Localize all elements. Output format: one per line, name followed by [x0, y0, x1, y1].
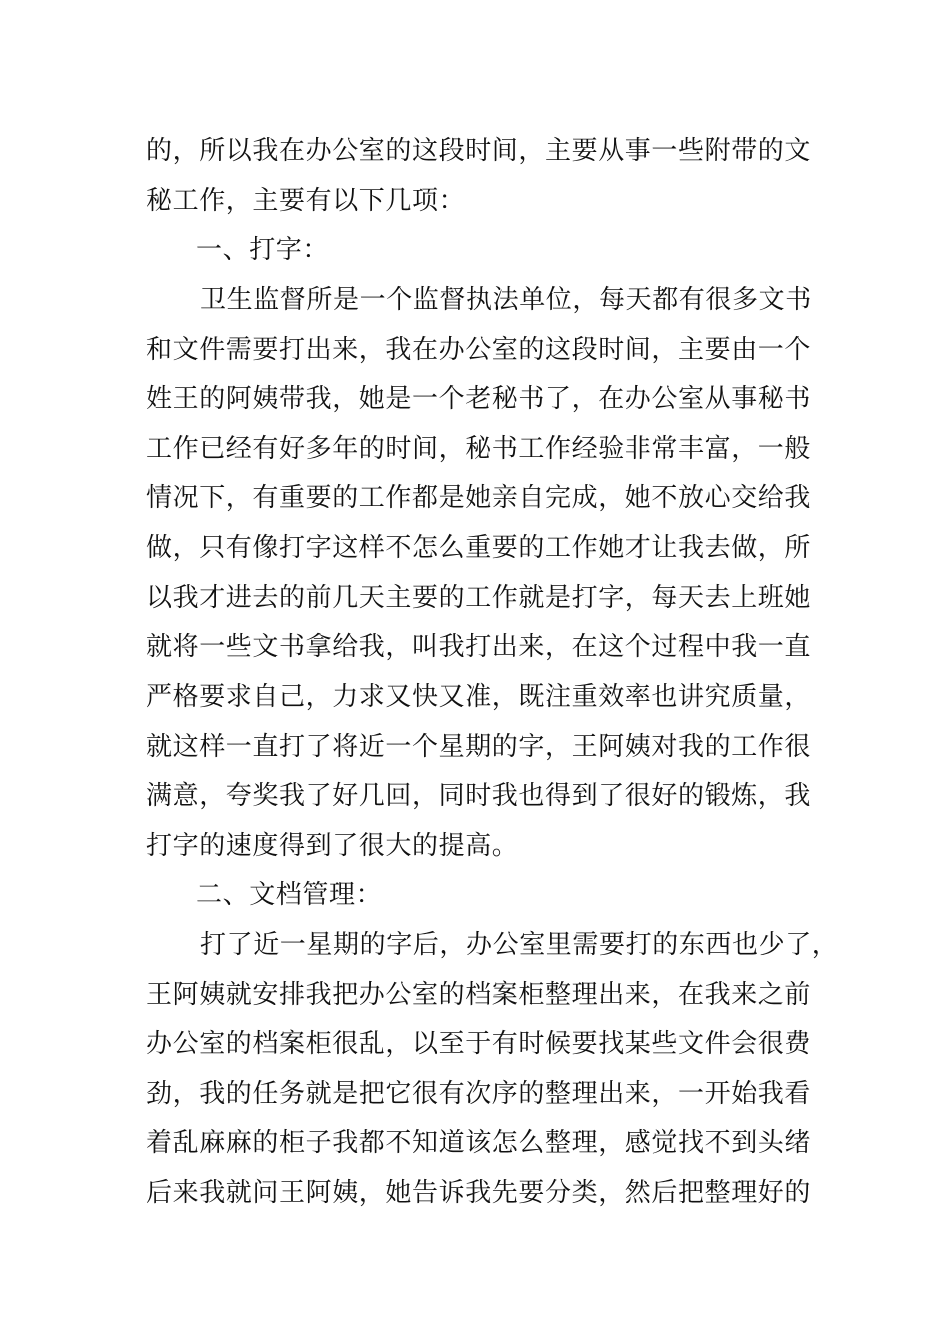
section-heading-archive: 二、文档管理： — [196, 880, 383, 910]
text-line: 打字的速度得到了很大的提高。 — [146, 831, 519, 861]
text-line: 做，只有像打字这样不怎么重要的工作她才让我去做，所 — [146, 533, 812, 563]
text-line: 就这样一直打了将近一个星期的字，王阿姨对我的工作很 — [146, 732, 812, 762]
section-heading-typing: 一、打字： — [196, 235, 330, 265]
text-line: 后来我就问王阿姨，她告诉我先要分类，然后把整理好的 — [146, 1178, 812, 1208]
text-line: 劲，我的任务就是把它很有次序的整理出来，一开始我看 — [146, 1079, 812, 1109]
text-line: 工作已经有好多年的时间，秘书工作经验非常丰富，一般 — [146, 434, 812, 464]
text-line: 的，所以我在办公室的这段时间，主要从事一些附带的文 — [146, 136, 812, 166]
text-line: 满意，夸奖我了好几回，同时我也得到了很好的锻炼，我 — [146, 781, 812, 811]
text-line: 情况下，有重要的工作都是她亲自完成，她不放心交给我 — [146, 483, 812, 513]
text-line: 严格要求自己，力求又快又准，既注重效率也讲究质量， — [146, 682, 812, 712]
text-line: 以我才进去的前几天主要的工作就是打字，每天去上班她 — [146, 583, 812, 613]
text-line: 办公室的档案柜很乱，以至于有时候要找某些文件会很费 — [146, 1029, 812, 1059]
text-line: 王阿姨就安排我把办公室的档案柜整理出来，在我来之前 — [146, 980, 812, 1010]
text-line: 卫生监督所是一个监督执法单位，每天都有很多文书 — [200, 285, 812, 315]
text-line: 和文件需要打出来，我在办公室的这段时间，主要由一个 — [146, 335, 812, 365]
text-line: 秘工作，主要有以下几项： — [146, 186, 466, 216]
text-line: 就将一些文书拿给我，叫我打出来，在这个过程中我一直 — [146, 632, 812, 662]
text-line: 着乱麻麻的柜子我都不知道该怎么整理，感觉找不到头绪 — [146, 1128, 812, 1158]
text-line: 打了近一星期的字后，办公室里需要打的东西也少了， — [200, 930, 839, 960]
text-line: 姓王的阿姨带我，她是一个老秘书了，在办公室从事秘书 — [146, 384, 812, 414]
